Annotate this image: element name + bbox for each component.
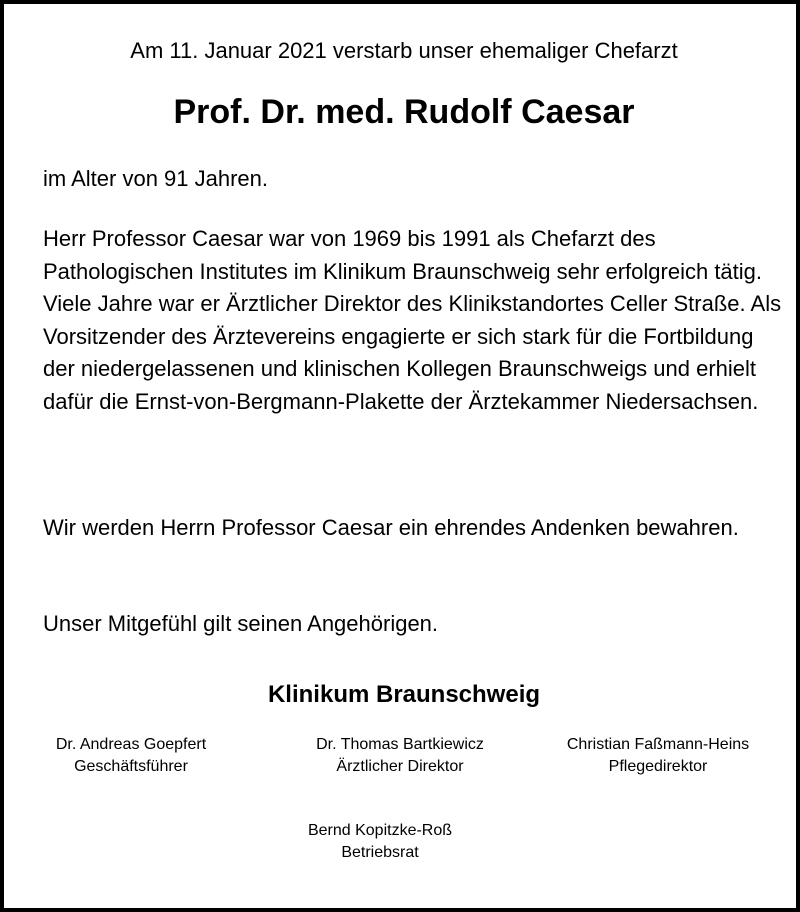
signatory-role: Geschäftsführer <box>74 758 188 775</box>
sympathy-paragraph: Unser Mitgefühl gilt seinen Angehörigen. <box>43 611 439 636</box>
signatory-block <box>538 734 778 778</box>
age-statement: im Alter von 91 Jahren. <box>43 166 269 191</box>
signatory-role: Betriebsrat <box>341 844 419 861</box>
signatory-name: Dr. Thomas Bartkiewicz <box>316 736 484 753</box>
organization-name: Klinikum Braunschweig <box>267 681 541 708</box>
deceased-name-heading: Prof. Dr. med. Rudolf Caesar <box>173 93 635 131</box>
death-announcement-line: Am 11. Januar 2021 verstarb unser ehemaliger Chefarzt <box>130 38 678 63</box>
signatory-name: Bernd Kopitzke-Roß <box>307 822 453 839</box>
signatory-role: Pflegedirektor <box>608 758 708 775</box>
signatory-block <box>260 820 500 864</box>
signatory-block <box>280 734 520 778</box>
signatory-name: Dr. Andreas Goepfert <box>55 736 207 753</box>
signatory-name: Christian Faßmann-Heins <box>566 736 750 753</box>
signatory-role: Ärztlicher Direktor <box>336 758 464 775</box>
remembrance-paragraph: Wir werden Herrn Professor Caesar ein ehrendes Andenken bewahren. <box>43 515 739 540</box>
signatory-block <box>11 734 251 778</box>
biography-paragraph: Herr Professor Caesar war von 1969 bis 1991 als Chefarzt des Pathologischen Institutes im Klinikum Braunschweig sehr erfolgreich tätig. Viele Jahre war er Ärztlicher Direktor des Klinikstandortes Celler Straße. Als Vorsitzender des Ärztevereins engagierte er sich stark für die Fortbildung der niedergelassenen und klinischen Kollegen Braunschweigs und erhielt dafür die Ernst-von-Bergmann-Plakette der Ärztekammer Niedersachsen. <box>43 226 782 414</box>
